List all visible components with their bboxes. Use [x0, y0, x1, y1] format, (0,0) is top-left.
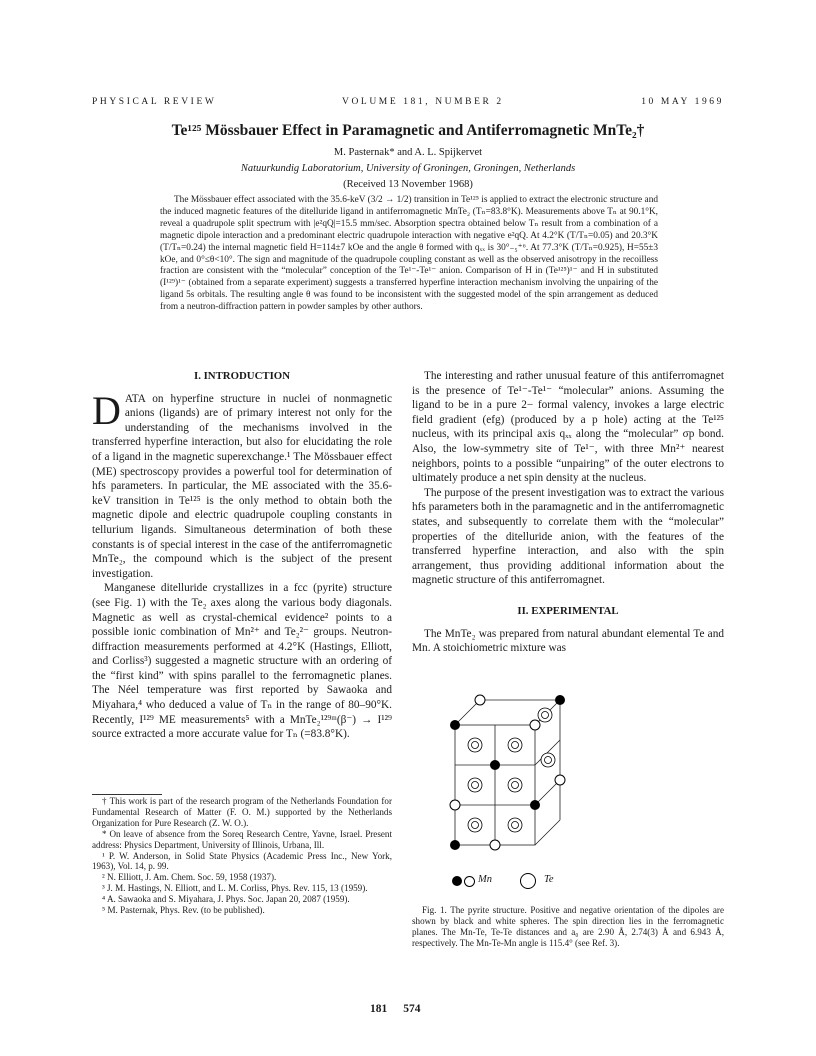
legend-te-label: Te — [544, 874, 554, 885]
mn-white-sphere-icon — [464, 876, 475, 887]
te-atoms — [468, 708, 555, 832]
footnote: † This work is part of the research program of the Netherlands Foundation for Fundamental Research of Matter (F. O. M.) supported by the Netherlands Organization for Pure Research (Z. W. O.). — [92, 796, 392, 828]
footnotes — [92, 796, 392, 916]
issue-date: 10 MAY 1969 — [641, 97, 724, 107]
section-heading-introduction: I. INTRODUCTION — [194, 370, 290, 382]
intro-paragraph-2: Manganese ditelluride crystallizes in a fcc (pyrite) structure (see Fig. 1) with the Te₂ axes along the various body diagonals. Magnetic as well as crystal-chemical evidence² points to a possible ionic combination of Mn²⁺ and Te₂²⁻ groups. Neutron-diffraction measurements performed at 4.2°K (Hastings, Elliott, and Corliss³) suggested a magnetic structure with an ordering of the “first kind” with spins parallel to the ferromagnetic planes. The Néel temperature was first reported by Sawaoka and Miyahara,⁴ who deduced a value of Tₙ in the range of 80–90°K. Recently, I¹²⁹ ME measurements⁵ with a MnTe₂¹²⁹ᵐ(β⁻) → I¹²⁹ source extracted a more accurate value for Tₙ (=83.8°K). — [92, 582, 392, 741]
intro-paragraph-4: The purpose of the present investigation was to extract the various hfs parameters both in the paramagnetic and in the antiferromagnetic states, and subsequently to correlate them with the “molecular” properties of the ditelluride anion, with the features of the transferred hyperfine interaction, and also with the spin arrangement, thus providing additional information about the magnetic structure of this antiferromagnet. — [412, 486, 724, 587]
pyrite-structure-figure — [440, 690, 570, 870]
section-heading-experimental: II. EXPERIMENTAL — [517, 604, 619, 617]
footnote-divider — [92, 794, 162, 795]
drop-cap: D — [92, 387, 121, 433]
page-numbers — [370, 1003, 437, 1015]
footnote: ² N. Elliott, J. Am. Chem. Soc. 59, 1958 (1937). — [102, 872, 277, 883]
journal-name: PHYSICAL REVIEW — [92, 97, 217, 107]
running-head — [92, 97, 724, 111]
footnote: ⁵ M. Pasternak, Phys. Rev. (to be published). — [102, 905, 265, 916]
figure-caption: Fig. 1. The pyrite structure. Positive and negative orientation of the dipoles are shown by black and white spheres. The spin direction lies in the ferromagnetic planes. The Mn-Te, Te-Te distances and a₀ are 2.90 Å, 2.74(3) Å and 6.943 Å, respectively. The Mn-Te-Mn angle is 115.4° (see Ref. 3). — [412, 905, 724, 948]
footnote: ¹ P. W. Anderson, in Solid State Physics (Academic Press Inc., New York, 1963), Vol. 14, p. 99. — [92, 850, 392, 872]
affiliation: Natuurkundig Laboratorium, University of Groningen, Groningen, Netherlands — [240, 163, 576, 174]
legend-mn-label: Mn — [478, 874, 492, 885]
te-sphere-icon — [520, 873, 536, 889]
footnote: ⁴ A. Sawaoka and S. Miyahara, J. Phys. Soc. Japan 20, 2087 (1959). — [102, 894, 350, 905]
authors: M. Pasternak* and A. L. Spijkervet — [333, 147, 483, 158]
intro-paragraph-1-text: ATA on hyperfine structure in nuclei of nonmagnetic anions (ligands) are of primary interest not only for the understanding of the mechanisms involved in the transferred hyperfine interaction, but also for elucidating the role of a ligand in the magnetic superexchange.¹ The Mössbauer effect (ME) spectroscopy provides a powerful tool for determination of hfs parameters. In particular, the ME associated with the 35.6-keV transition in Te¹²⁵ is the only method to obtain both the magnetic dipole and electric quadrupole coupling constants in tellurium ligands. Simultaneous determination of both these constants is of special interest in the case of the antiferromagnetic MnTe₂, the compound which is the subject of the present investigation. — [92, 392, 392, 580]
volume-page-number: 181 — [370, 1003, 388, 1015]
experimental-paragraph-1: The MnTe₂ was prepared from natural abundant elemental Te and Mn. A stoichiometric mixture was — [412, 627, 724, 655]
abstract: The Mössbauer effect associated with the 35.6-keV (3/2 → 1/2) transition in Te¹²⁵ is applied to extract the electronic structure and the induced magnetic features of the ditelluride ligand in antiferromagnetic MnTe₂ (Tₙ=83.8°K). Measurements above Tₙ at 90.1°K, reveal a quadrupole split spectrum with |e²qQ|=15.5 mm/sec. Absorption spectra obtained below Tₙ result from a combination of a magnetic dipole interaction and a predominant electric quadrupole interaction with negative e²qQ. At 4.2°K (T/Tₙ=0.05) and 20.3°K (T/Tₙ=0.24) the internal magnetic field H=114±7 kOe and the angle θ formed with qₓₓ is 30°₋₅⁺⁶. At 77.3°K (T/Tₙ=0.925), H=55±3 kOe, and 0°≤θ<10°. The sign and magnitude of the quadrupole coupling constant as well as the observed anisotropy in the recoilless fraction are consistent with the “molecular” conception of the Te¹⁻-Te¹⁻ anion. Comparison of H in (Te¹²⁵)¹⁻ and H in substituted (I¹²⁹)¹⁻ (obtained from a separate experiment) suggests a transferred hyperfine interaction mechanism involving the unpairing of the ligand 5s orbitals. The resulting angle θ was found to be inconsistent with the suggested model of the spin arrangement as deduced from a neutron-diffraction pattern in powder samples by other authors. — [160, 195, 658, 313]
left-column — [92, 369, 392, 742]
volume-number: VOLUME 181, NUMBER 2 — [342, 97, 504, 107]
received-date: (Received 13 November 1968) — [343, 179, 473, 190]
right-column — [412, 369, 724, 656]
footnote: * On leave of absence from the Soreq Research Centre, Yavne, Israel. Present address: Physics Department, University of Illinois, Urbana, Ill. — [92, 828, 392, 850]
figure-legend — [440, 870, 600, 894]
intro-paragraph-1 — [92, 387, 392, 582]
mn-black-sphere-icon — [452, 876, 462, 886]
page-number: 574 — [403, 1003, 421, 1015]
intro-paragraph-3: The interesting and rather unusual feature of this antiferromagnet is the presence of Te¹⁻-Te¹⁻ “molecular” anions. Assuming the ligand to be in a pure 2− formal valency, invokes a large electric field gradient (efg) (produced by a p hole) acting at the Te¹²⁵ nucleus, with its principal axis qₓₓ along the “molecular” σp bond. Also, the low-symmetry site of Te¹⁻, with three Mn²⁺ nearest neighbors, points to a possible “unpairing” of the outer electrons to ultimately produce a net spin density at the nucleus. — [412, 370, 724, 485]
paper-title: Te¹²⁵ Mössbauer Effect in Paramagnetic and Antiferromagnetic MnTe₂† — [171, 122, 645, 139]
footnote: ³ J. M. Hastings, N. Elliott, and L. M. Corliss, Phys. Rev. 115, 13 (1959). — [102, 883, 368, 894]
